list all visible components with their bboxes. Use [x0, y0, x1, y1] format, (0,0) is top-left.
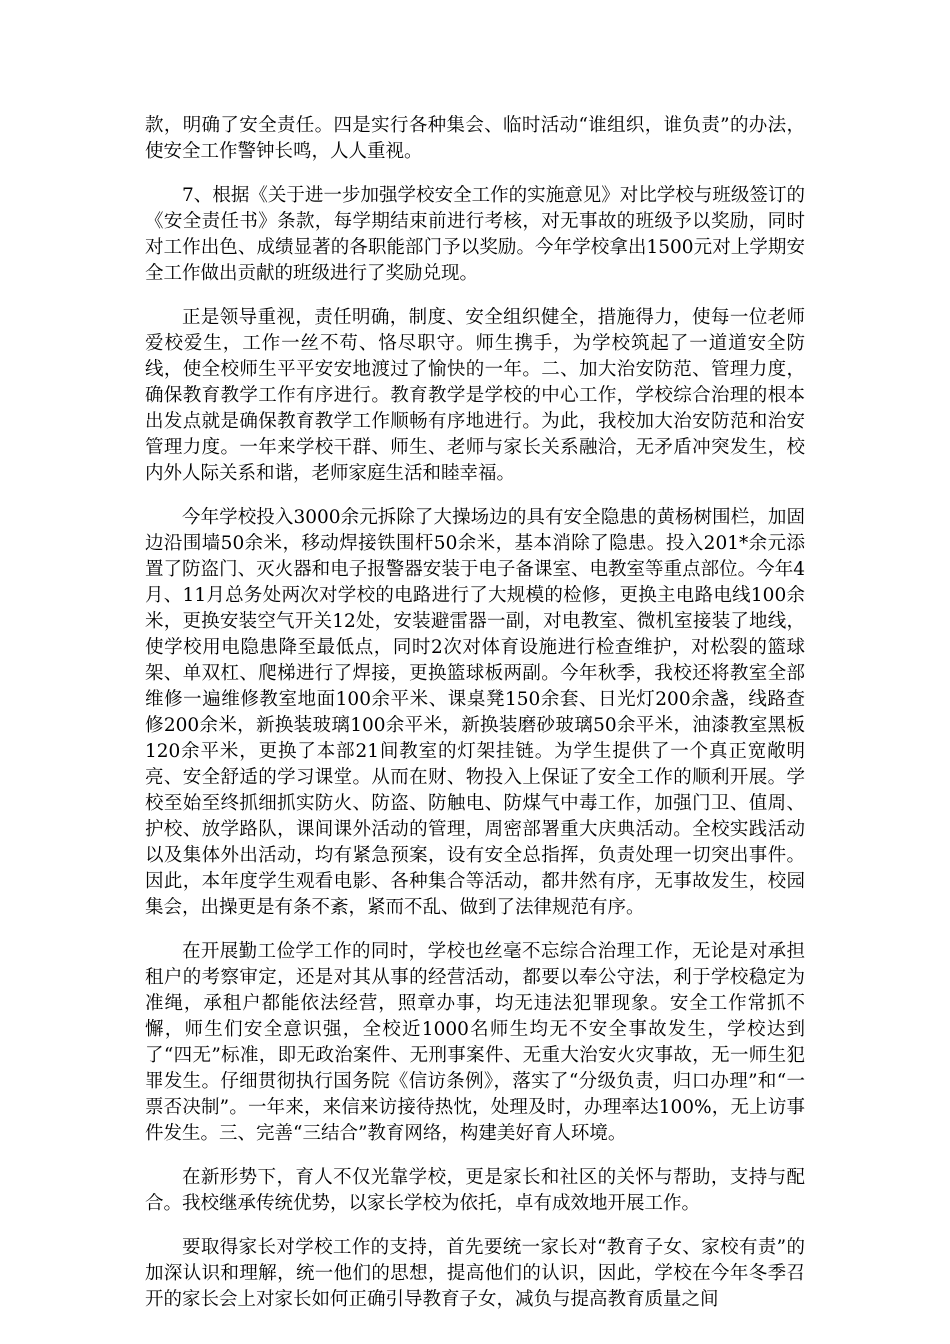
paragraph-investment: 今年学校投入3000余元拆除了大操场边的具有安全隐患的黄杨树围栏，加固边沿围墙50余米，移动焊接铁围杆50余米，基本消除了隐患。投入201*余元添置了防盗门、灭火器和电子报警器安装于电子备课室、电教室等重点部位。今年4月、11月总务处两次对学校的电路进行了大规模的检修，更换主电路电线100余米，更换安装空气开关12处，安装避雷器一副，对电教室、微机室接装了地线，使学校用电隐患降至最低点，同时2次对体育设施进行检查维护，对松裂的篮球架、单双杠、爬梯进行了焊接，更换篮球板两副。今年秋季，我校还将教室全部维修一遍维修教室地面100余平米、课桌凳150余套、日光灯200余盏，线路查修200余米，新换装玻璃100余平米，新换装磨砂玻璃50余平米，油漆教室黑板120余平米，更换了本部21间教室的灯架挂链。为学生提供了一个真正宽敞明亮、安全舒适的学习课堂。从而在财、物投入上保证了安全工作的顺利开展。学校至始至终抓细抓实防火、防盗、防触电、防煤气中毒工作，加强门卫、值周、护校、放学路队，课间课外活动的管理，周密部署重大庆典活动。全校实践活动以及集体外出活动，均有紧急预案，设有安全总指挥，负责处理一切突出事件。因此，本年度学生观看电影、各种集合等活动，都井然有序，无事故发生，校园集会，出操更是有条不紊，紧而不乱、做到了法律规范有序。: [145, 507, 805, 918]
paragraph-comprehensive-governance: 在开展勤工俭学工作的同时，学校也丝毫不忘综合治理工作，无论是对承担租户的考察审定，还是对其从事的经营活动，都要以奉公守法，利于学校稳定为准绳，承租户都能依法经营，照章办事，均无违法犯罪现象。安全工作常抓不懈，师生们安全意识强，全校近1000名师生均无不安全事故发生，学校达到了“四无”标准，即无政治案件、无刑事案件、无重大治安火灾事故，无一师生犯罪发生。仔细贯彻执行国务院《信访条例》，落实了“分级负责，归口办理”和“一票否决制”。一年来，来信来访接待热忱，处理及时，办理率达100%，无上访事件发生。三、完善“三结合”教育网络，构建美好育人环境。: [145, 941, 805, 1144]
paragraph-leadership: 正是领导重视，责任明确，制度、安全组织健全，措施得力，使每一位老师爱校爱生，工作一丝不苟、恪尽职守。师生携手，为学校筑起了一道道安全防线，使全校师生平平安安地渡过了愉快的一年。二、加大治安防范、管理力度，确保教育教学工作有序进行。教育教学是学校的中心工作，学校综合治理的根本出发点就是确保教育教学工作顺畅有序地进行。为此，我校加大治安防范和治安管理力度。一年来学校干群、师生、老师与家长关系融洽，无矛盾冲突发生，校内外人际关系和谐，老师家庭生活和睦幸福。: [145, 307, 805, 484]
document-body: [145, 113, 805, 1331]
paragraph-parent-support: 要取得家长对学校工作的支持，首先要统一家长对“教育子女、家校有责”的加深认识和理解，统一他们的思想，提高他们的认识，因此，学校在今年冬季召开的家长会上对家长如何正确引导教育子女，减负与提高教育质量之间: [145, 1237, 805, 1310]
paragraph-new-situation: 在新形势下，育人不仅光靠学校，更是家长和社区的关怀与帮助，支持与配合。我校继承传统优势，以家长学校为依托，卓有成效地开展工作。: [145, 1167, 805, 1214]
paragraph-continuation: 款，明确了安全责任。四是实行各种集会、临时活动“谁组织，谁负责”的办法，使安全工作警钟长鸣，人人重视。: [145, 115, 805, 162]
paragraph-item-7: 7、根据《关于进一步加强学校安全工作的实施意见》对比学校与班级签订的《安全责任书》条款，每学期结束前进行考核，对无事故的班级予以奖励，同时对工作出色、成绩显著的各职能部门予以奖励。今年学校拿出1500元对上学期安全工作做出贡献的班级进行了奖励兑现。: [145, 185, 805, 284]
